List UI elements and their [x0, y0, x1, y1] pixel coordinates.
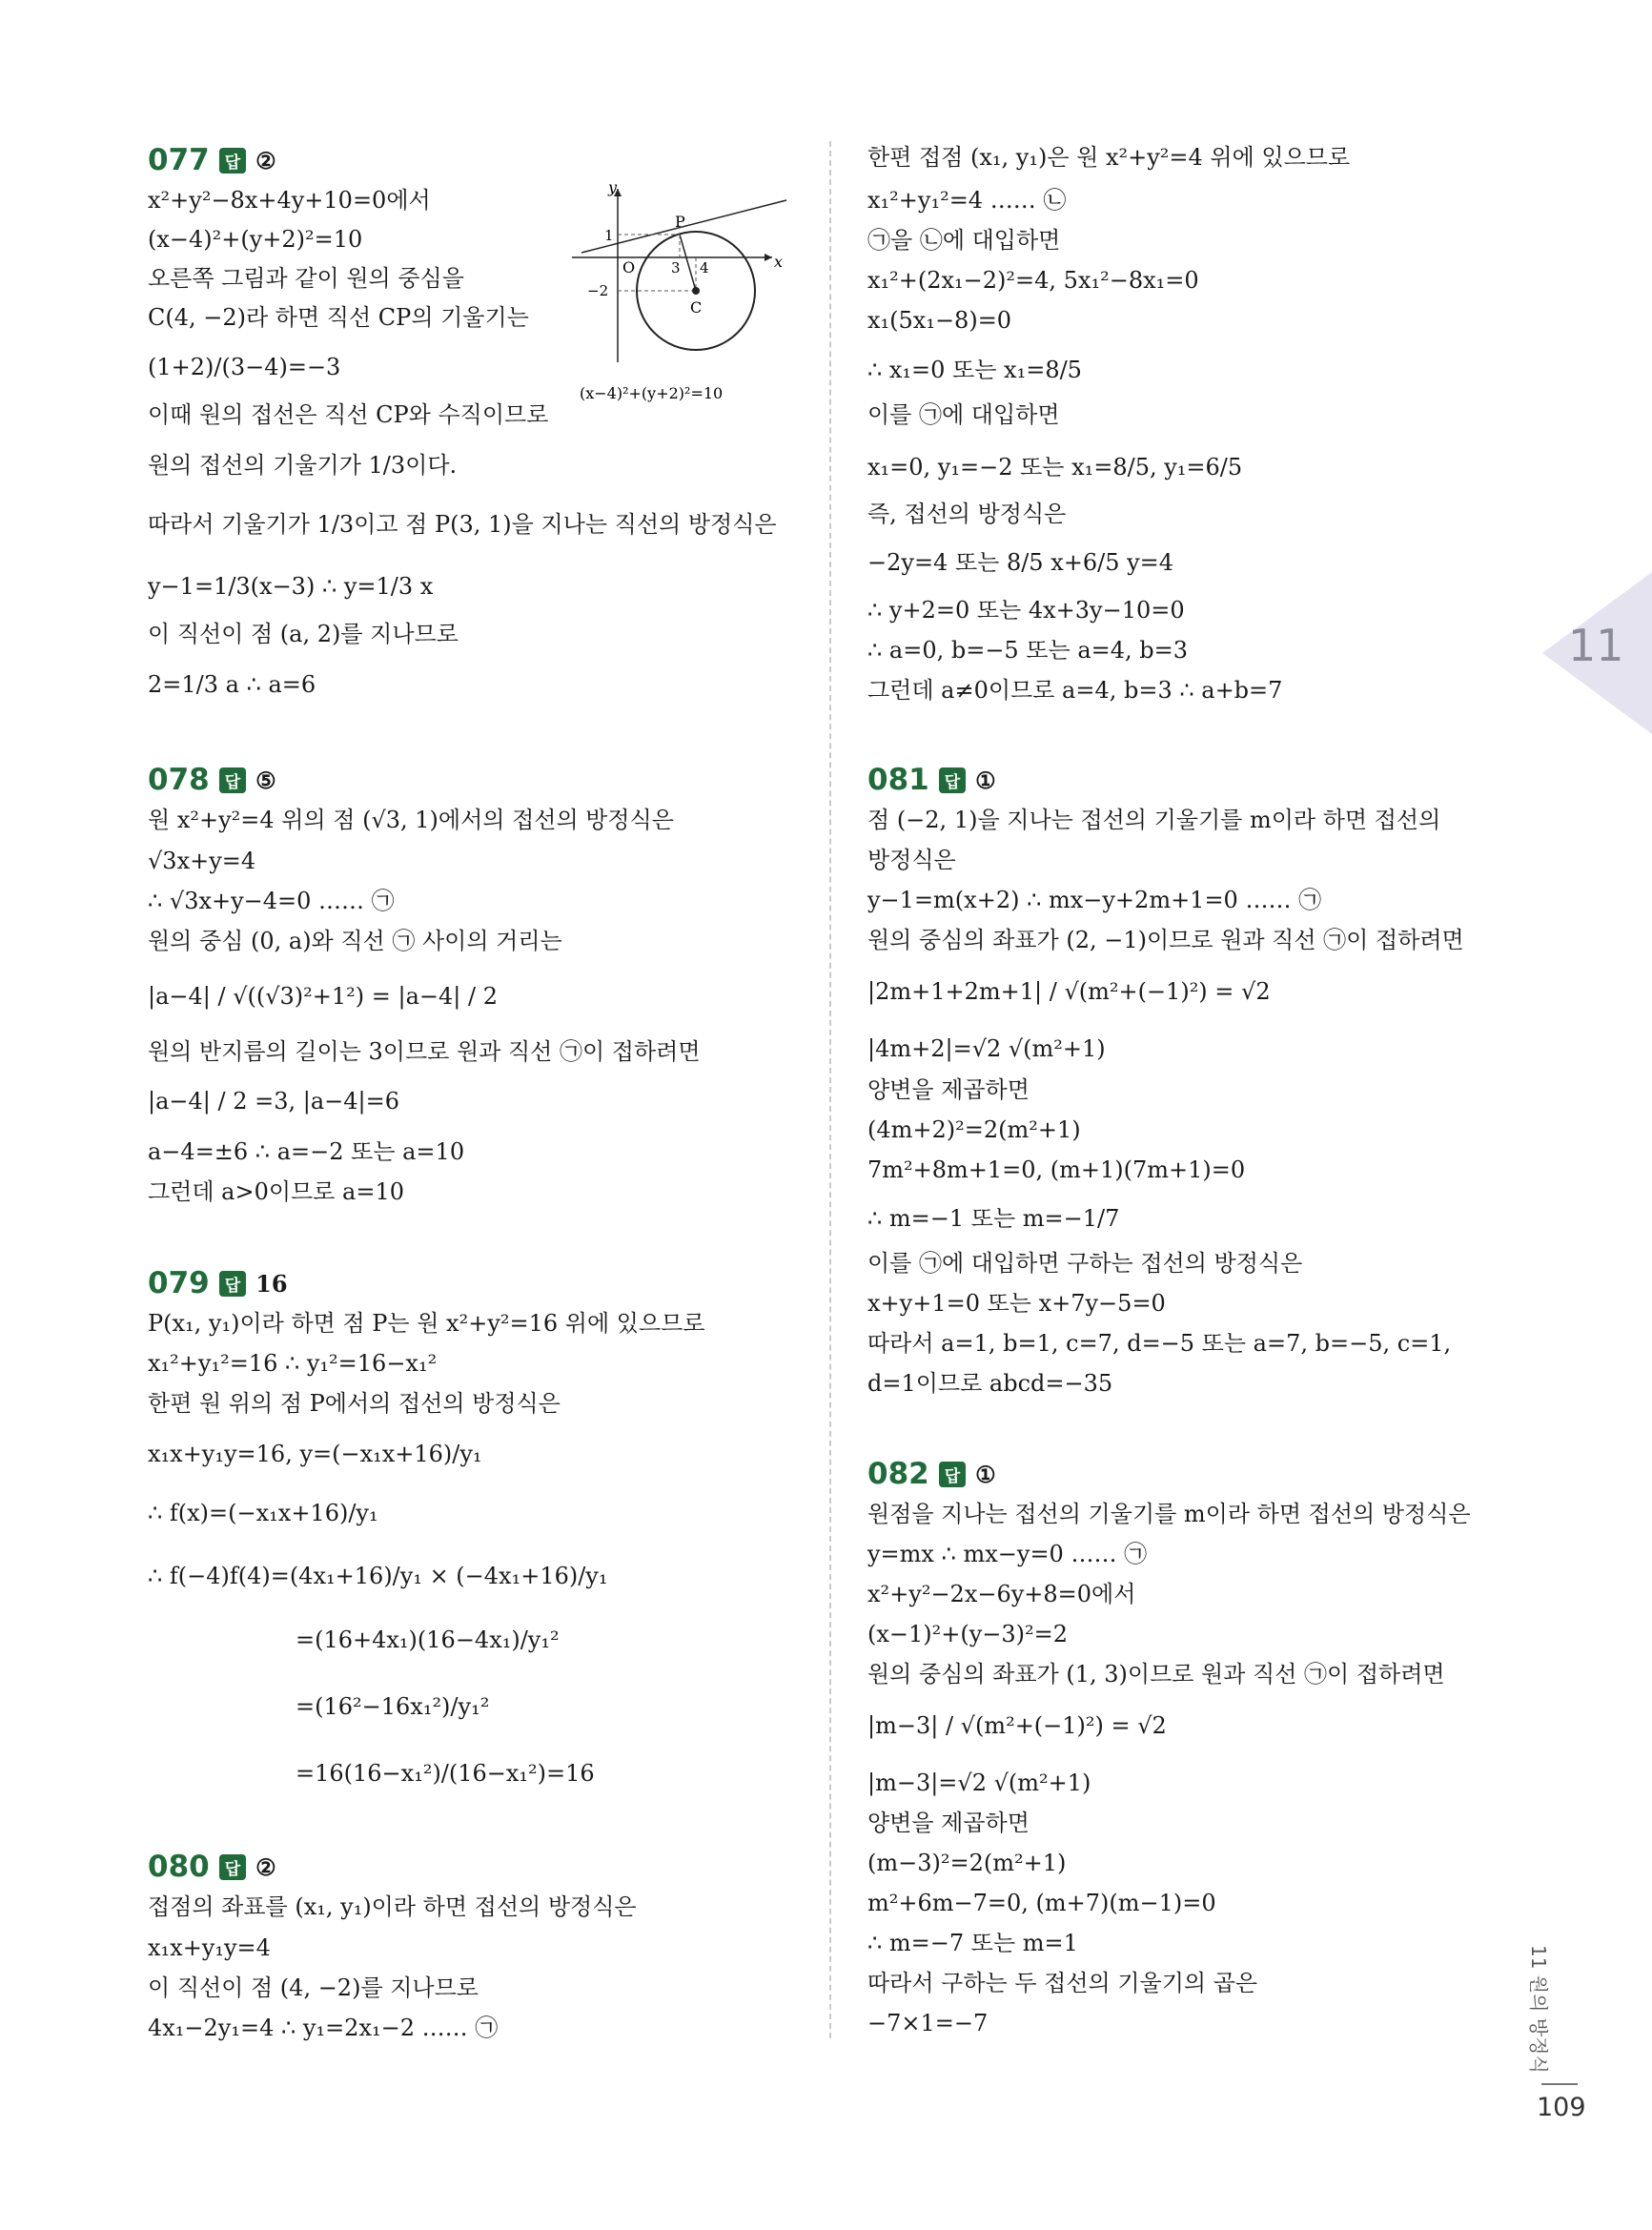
solution-line: 원의 중심 (0, a)와 직선 ㉠ 사이의 거리는 [148, 928, 562, 954]
solution-line: ∴ a=0, b=−5 또는 a=4, b=3 [867, 637, 1189, 664]
solution-line: 그런데 a≠0이므로 a=4, b=3 ∴ a+b=7 [867, 677, 1283, 704]
solution-line: |m−3|=√2 √(m²+1) [867, 1770, 1091, 1796]
solution-line: ∴ √3x+y−4=0 …… ㉠ [148, 888, 395, 914]
solution-line: x²+y²−2x−6y+8=0에서 [867, 1581, 1136, 1607]
answer-value: ② [255, 146, 276, 174]
solution-line: (x−1)²+(y−3)²=2 [867, 1621, 1069, 1647]
tick-label: 3 [671, 259, 681, 276]
answer-value: ⑤ [255, 766, 276, 794]
solution-line: 점 (−2, 1)을 지나는 접선의 기울기를 m이라 하면 접선의 [867, 807, 1441, 833]
answer-value: ① [975, 766, 996, 794]
solution-line: x²+y²−8x+4y+10=0에서 [148, 187, 431, 214]
footer-rule [1541, 2083, 1578, 2085]
solution-line: 따라서 구하는 두 접선의 기울기의 곱은 [867, 1970, 1258, 1996]
solution-line: ∴ m=−7 또는 m=1 [867, 1930, 1078, 1956]
solution-line: m²+6m−7=0, (m+7)(m−1)=0 [867, 1890, 1216, 1916]
problem-number: 082 [867, 1457, 929, 1491]
solution-line: 방정식은 [867, 847, 956, 873]
solution-line: =(16²−16x₁²)/y₁² [296, 1693, 490, 1720]
solution-line: 이때 원의 접선은 직선 CP와 수직이므로 [148, 401, 549, 428]
page-number: 109 [1537, 2093, 1586, 2122]
solution-line: 접점의 좌표를 (x₁, y₁)이라 하면 접선의 방정식은 [148, 1893, 637, 1920]
solution-line: ∴ f(x)=(−x₁x+16)/y₁ [148, 1500, 378, 1526]
solution-line: |m−3| / √(m²+(−1)²) = √2 [867, 1712, 1167, 1739]
problem-079-header [148, 1266, 288, 1300]
solution-line: 원의 접선의 기울기가 1/3이다. [148, 452, 458, 479]
answer-tag: 답 [219, 148, 246, 174]
solution-line: 한편 접점 (x₁, y₁)은 원 x²+y²=4 위에 있으므로 [867, 144, 1351, 171]
solution-line: ∴ m=−1 또는 m=−1/7 [867, 1205, 1120, 1232]
y-axis-label: y [608, 178, 618, 196]
solution-line: y=mx ∴ mx−y=0 …… ㉠ [867, 1541, 1148, 1567]
solution-line: x₁(5x₁−8)=0 [867, 307, 1012, 334]
solution-line: 양변을 제곱하면 [867, 1076, 1030, 1103]
solution-line: 4x₁−2y₁=4 ∴ y₁=2x₁−2 …… ㉠ [148, 2015, 499, 2041]
answer-value: ① [975, 1460, 996, 1488]
x-axis-arrow [765, 254, 772, 261]
solution-line: ∴ y+2=0 또는 4x+3y−10=0 [867, 597, 1185, 624]
solution-line: 2=1/3 a ∴ a=6 [148, 671, 316, 698]
problem-078-header [148, 763, 276, 797]
solution-line: 따라서 a=1, b=1, c=7, d=−5 또는 a=7, b=−5, c=1, [867, 1330, 1452, 1357]
problem-number: 078 [148, 763, 210, 797]
center-label: C [690, 298, 703, 317]
point-p-label: P [675, 213, 685, 231]
solution-line: (1+2)/(3−4)=−3 [148, 354, 341, 380]
solution-line: (x−4)²+(y+2)²=10 [148, 226, 363, 253]
solution-line: ∴ x₁=0 또는 x₁=8/5 [867, 357, 1082, 383]
solution-line: ∴ f(−4)f(4)=(4x₁+16)/y₁ × (−4x₁+16)/y₁ [148, 1563, 608, 1589]
solution-line: |a−4| / √((√3)²+1²) = |a−4| / 2 [148, 983, 498, 1010]
answer-tag: 답 [219, 1271, 246, 1297]
solution-line: 이를 ㉠에 대입하면 구하는 접선의 방정식은 [867, 1250, 1303, 1277]
solution-line: √3x+y=4 [148, 848, 256, 874]
problem-number: 077 [148, 143, 210, 177]
solution-line: 따라서 기울기가 1/3이고 점 P(3, 1)을 지나는 직선의 방정식은 [148, 511, 777, 538]
solution-line: 원의 중심의 좌표가 (2, −1)이므로 원과 직선 ㉠이 접하려면 [867, 927, 1464, 953]
solution-line: x+y+1=0 또는 x+7y−5=0 [867, 1290, 1166, 1317]
solution-line: 이를 ㉠에 대입하면 [867, 401, 1060, 428]
solution-line: |2m+1+2m+1| / √(m²+(−1)²) = √2 [867, 978, 1271, 1005]
solution-line: 양변을 제곱하면 [867, 1810, 1030, 1836]
problem-080-header [148, 1850, 276, 1884]
answer-value: ② [255, 1852, 276, 1881]
solution-line: x₁x+y₁y=16, y=(−x₁x+16)/y₁ [148, 1441, 482, 1467]
solution-line: x₁²+y₁²=16 ∴ y₁²=16−x₁² [148, 1350, 438, 1377]
solution-line: ㉠을 ㉡에 대입하면 [867, 227, 1061, 254]
solution-line: y−1=m(x+2) ∴ mx−y+2m+1=0 …… ㉠ [867, 887, 1322, 913]
solution-line: −7×1=−7 [867, 2010, 989, 2036]
solution-line: 7m²+8m+1=0, (m+1)(7m+1)=0 [867, 1156, 1246, 1183]
solution-line: −2y=4 또는 8/5 x+6/5 y=4 [867, 549, 1174, 576]
answer-tag: 답 [939, 767, 966, 793]
tick-label: 1 [604, 227, 614, 244]
solution-line: |a−4| / 2 =3, |a−4|=6 [148, 1088, 399, 1115]
solution-line: (4m+2)²=2(m²+1) [867, 1116, 1081, 1143]
solution-line: =16(16−x₁²)/(16−x₁²)=16 [296, 1760, 595, 1787]
circle-figure [572, 172, 801, 424]
solution-line: |4m+2|=√2 √(m²+1) [867, 1035, 1106, 1062]
problem-number: 080 [148, 1850, 210, 1884]
center-point [692, 287, 700, 295]
problem-number: 079 [148, 1266, 210, 1300]
solution-line: 즉, 접선의 방정식은 [867, 501, 1067, 527]
radius-cp [680, 235, 696, 291]
problem-082-header [867, 1457, 996, 1491]
solution-line: 이 직선이 점 (a, 2)를 지나므로 [148, 621, 459, 647]
x-axis-label: x [774, 253, 784, 271]
side-chapter-label: 11 원의 방정식 [1527, 1945, 1550, 2074]
answer-tag: 답 [939, 1462, 966, 1487]
answer-tag: 답 [219, 767, 246, 793]
solution-line: 원점을 지나는 접선의 기울기를 m이라 하면 접선의 방정식은 [867, 1501, 1471, 1527]
solution-line: 한편 원 위의 점 P에서의 접선의 방정식은 [148, 1390, 561, 1417]
solution-line: d=1이므로 abcd=−35 [867, 1370, 1113, 1397]
solution-line: 원 x²+y²=4 위의 점 (√3, 1)에서의 접선의 방정식은 [148, 807, 674, 833]
origin-label: O [622, 258, 636, 276]
problem-081-header [867, 763, 996, 797]
solution-line: x₁=0, y₁=−2 또는 x₁=8/5, y₁=6/5 [867, 454, 1243, 481]
problem-number: 081 [867, 763, 929, 797]
tick-label: 4 [700, 259, 709, 276]
solution-line: x₁²+(2x₁−2)²=4, 5x₁²−8x₁=0 [867, 267, 1199, 294]
solution-line: x₁²+y₁²=4 …… ㉡ [867, 187, 1067, 214]
solution-line: 원의 반지름의 길이는 3이므로 원과 직선 ㉠이 접하려면 [148, 1038, 701, 1065]
solution-line: y−1=1/3(x−3) ∴ y=1/3 x [148, 573, 434, 600]
chapter-number: 11 [1568, 620, 1624, 671]
answer-tag: 답 [219, 1854, 246, 1880]
solution-line: x₁x+y₁y=4 [148, 1934, 271, 1961]
solution-line: 원의 중심의 좌표가 (1, 3)이므로 원과 직선 ㉠이 접하려면 [867, 1661, 1445, 1688]
solution-line: P(x₁, y₁)이라 하면 점 P는 원 x²+y²=16 위에 있으므로 [148, 1310, 705, 1337]
tick-label: −2 [587, 282, 609, 299]
solution-line: 오른쪽 그림과 같이 원의 중심을 [148, 265, 464, 292]
solution-line: C(4, −2)라 하면 직선 CP의 기울기는 [148, 304, 529, 331]
answer-value: 16 [255, 1269, 288, 1298]
figure-equation: (x−4)²+(y+2)²=10 [580, 384, 724, 402]
solution-line: (m−3)²=2(m²+1) [867, 1850, 1067, 1876]
problem-077-header [148, 143, 276, 177]
solution-line: 그런데 a>0이므로 a=10 [148, 1178, 405, 1205]
solution-line: 이 직선이 점 (4, −2)를 지나므로 [148, 1974, 479, 2001]
solution-line: =(16+4x₁)(16−4x₁)/y₁² [296, 1626, 560, 1653]
solution-line: a−4=±6 ∴ a=−2 또는 a=10 [148, 1138, 465, 1165]
column-divider [829, 141, 831, 2038]
